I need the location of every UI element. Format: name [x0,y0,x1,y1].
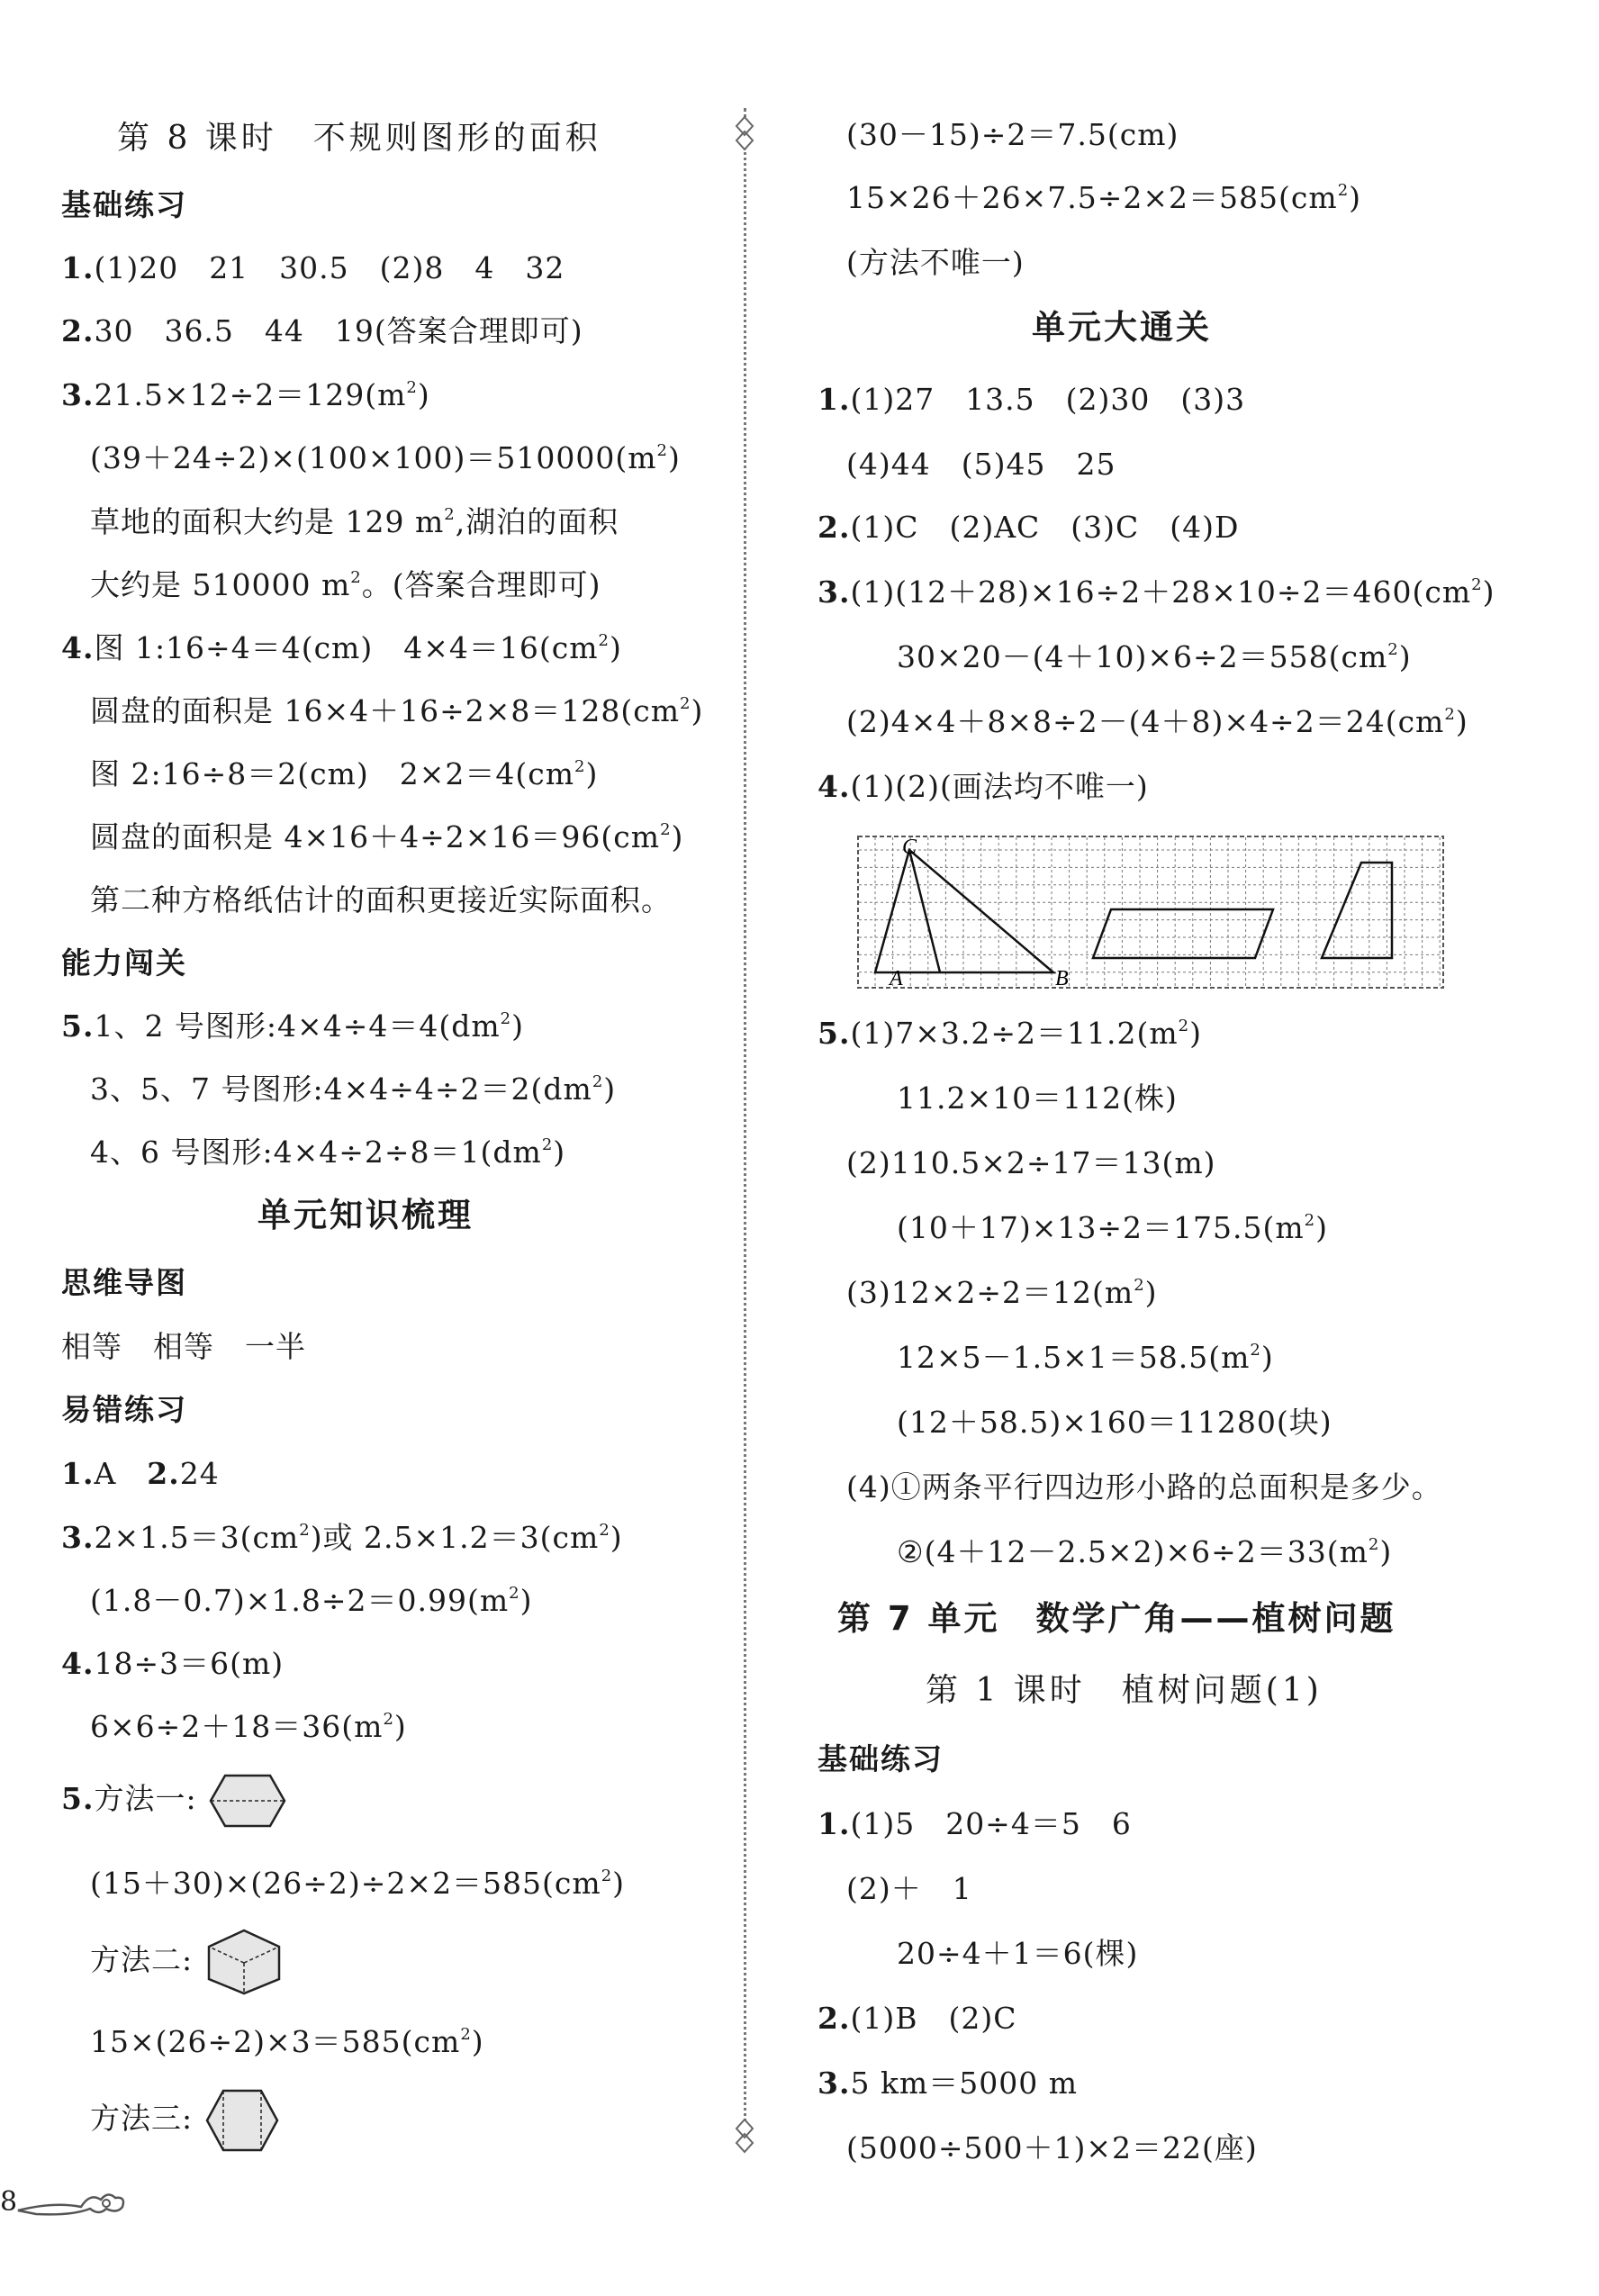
triangle-split-line [909,850,940,972]
answer-line: 圆盘的面积是 $4\times 16+4\div 2\times 16=96(cm^2)$ [90,819,684,854]
answer-line: $(2)4\times 4+8\times 8\div 2-(4+8)\times 4\div 2=24(cm^2)$ [846,704,1468,739]
answer-line: (方法不唯一) [846,245,1025,280]
answer-line: 1.(1)20 21 30.5 (2)8 4 32 [61,250,565,285]
answer-line: 1.A 2.24 [61,1456,220,1491]
unit-pass-title: 单元大通关 [1032,308,1212,347]
answer-line: 1.(1)27 13.5 (2)30 (3)3 [818,382,1246,417]
hexagon-method3-icon [203,2087,281,2154]
answer-line: (5000÷500＋1)×2＝22(座) [846,2130,1258,2165]
page-number: 8 [0,2186,18,2218]
lesson-title: 第 1 课时 植树问题(1) [926,1672,1323,1709]
unit-summary-title: 单元知识梳理 [257,1196,474,1234]
answer-line: $②(4+12-2.5\times 2)\times 6\div 2=33(m^2)$ [897,1534,1393,1569]
answer-line: 草地的面积大约是 129 $m^2$,湖泊的面积 [90,504,619,539]
label-b: B [1055,967,1069,989]
answer-line: 圆盘的面积是 $16\times 4+16\div 2\times 8=128(cm^2)$ [90,693,704,728]
answer-line: 相等 相等 一半 [61,1329,306,1364]
cloud-ornament-icon [0,2183,135,2219]
answer-line: $(1.8-0.7)\times 1.8\div 2=0.99(m^2)$ [90,1583,533,1618]
answer-line: (30－15)÷2＝7.5(cm) [846,117,1179,152]
answer-line: 第二种方格纸估计的面积更接近实际面积。 [90,882,672,917]
grid-figure [857,836,1444,989]
hexagon-method2-icon [203,1929,285,1995]
label-c: C [902,836,917,859]
hexagon-method1-icon [207,1772,288,1830]
parallelogram-shape [1093,909,1273,958]
answer-line: 2.(1)B (2)C [818,2001,1017,2036]
trapezoid-shape [1322,863,1392,958]
answer-line: 11.2×10＝112(株) [897,1080,1178,1116]
answer-line: 方法三: [90,2087,281,2154]
lesson-title: 第 8 课时 不规则图形的面积 [117,120,601,157]
section-heading: 易错练习 [61,1392,187,1427]
answer-line: 2.30 36.5 44 19(答案合理即可) [61,313,583,348]
answer-line: 大约是 510000 $m^2$。(答案合理即可) [90,567,601,602]
answer-line: $30\times 20-(4+10)\times 6\div 2=558(cm^2)$ [897,639,1412,674]
label-a: A [890,967,903,989]
answer-line: 3、5、7 号图形$:4\times 4\div 4\div 2=2(dm^2)$ [90,1071,617,1107]
answer-line: 1.(1)5 20÷4＝5 6 [818,1806,1132,1841]
answer-line: 5.1、2 号图形$:4\times 4\div 4=4(dm^2)$ [61,1008,524,1044]
knot-ornament-icon [735,2118,754,2154]
answer-line: 4.18÷3＝6(m) [61,1646,285,1681]
section-heading: 基础练习 [818,1741,944,1776]
answer-line: 方法二: [90,1929,285,1995]
answer-line: $3.2\times 1.5=3(cm^2)$或 $2.5\times 1.2=3(cm^2)$ [61,1520,623,1555]
answer-line: $12\times 5-1.5\times 1=58.5(m^2)$ [897,1340,1274,1375]
answer-line: (2)110.5×2÷17＝13(m) [846,1145,1216,1180]
answer-line: $15\times(26\div 2)\times 3=585(cm^2)$ [90,2024,484,2059]
answer-line: $15\times 26+26\times 7.5\div 2\times 2=585(cm^2)$ [846,180,1362,215]
unit7-title: 第 7 单元 数学广角——植树问题 [837,1599,1396,1638]
answer-line: (4)①两条平行四边形小路的总面积是多少。 [846,1469,1442,1505]
answer-line: 图 2:16÷8＝2(cm) $2\times 2=4(cm^2)$ [90,756,599,791]
answer-line: (4)44 (5)45 25 [846,447,1116,482]
answer-line: 5.方法一: [61,1772,288,1830]
answer-line: (12＋58.5)×160＝11280(块) [897,1405,1332,1440]
answer-line: 4.图 1:16÷4＝4(cm) $4\times 4=16(cm^2)$ [61,630,622,665]
answer-line: $5.(1)7\times 3.2\div 2=11.2(m^2)$ [818,1016,1202,1051]
answer-line: 4.(1)(2)(画法均不唯一) [818,769,1149,804]
answer-line: 2.(1)C (2)AC (3)C (4)D [818,510,1240,545]
answer-line: $3.(1)(12+28)\times 16\div 2+28\times 10\div 2=460(cm^2)$ [818,574,1495,610]
answer-line: $6\times 6\div 2+18=36(m^2)$ [90,1709,407,1744]
answer-line: $3.21.5\times 12\div 2=129(m^2)$ [61,377,430,412]
section-heading: 基础练习 [61,187,187,222]
triangle-abc [875,850,1053,972]
answer-line: 3.5 km＝5000 m [818,2065,1078,2101]
section-heading: 思维导图 [61,1265,187,1300]
answer-line: (2)＋ 1 [846,1871,972,1906]
section-heading: 能力闯关 [61,945,187,981]
answer-line: 20÷4＋1＝6(棵) [897,1936,1139,1971]
answer-line: $(3)12\times 2\div 2=12(m^2)$ [846,1275,1158,1310]
answer-line: $(10+17)\times 13\div 2=175.5(m^2)$ [897,1210,1328,1245]
answer-line: $(39+24\div 2)\times(100\times 100)=510000(m^2)$ [90,440,681,475]
column-divider [744,108,746,2134]
answer-line: 4、6 号图形$:4\times 4\div 2\div 8=1(dm^2)$ [90,1134,566,1170]
answer-line: $(15+30)\times(26\div 2)\div 2\times 2=585(cm^2)$ [90,1866,626,1901]
knot-ornament-icon [735,115,754,151]
